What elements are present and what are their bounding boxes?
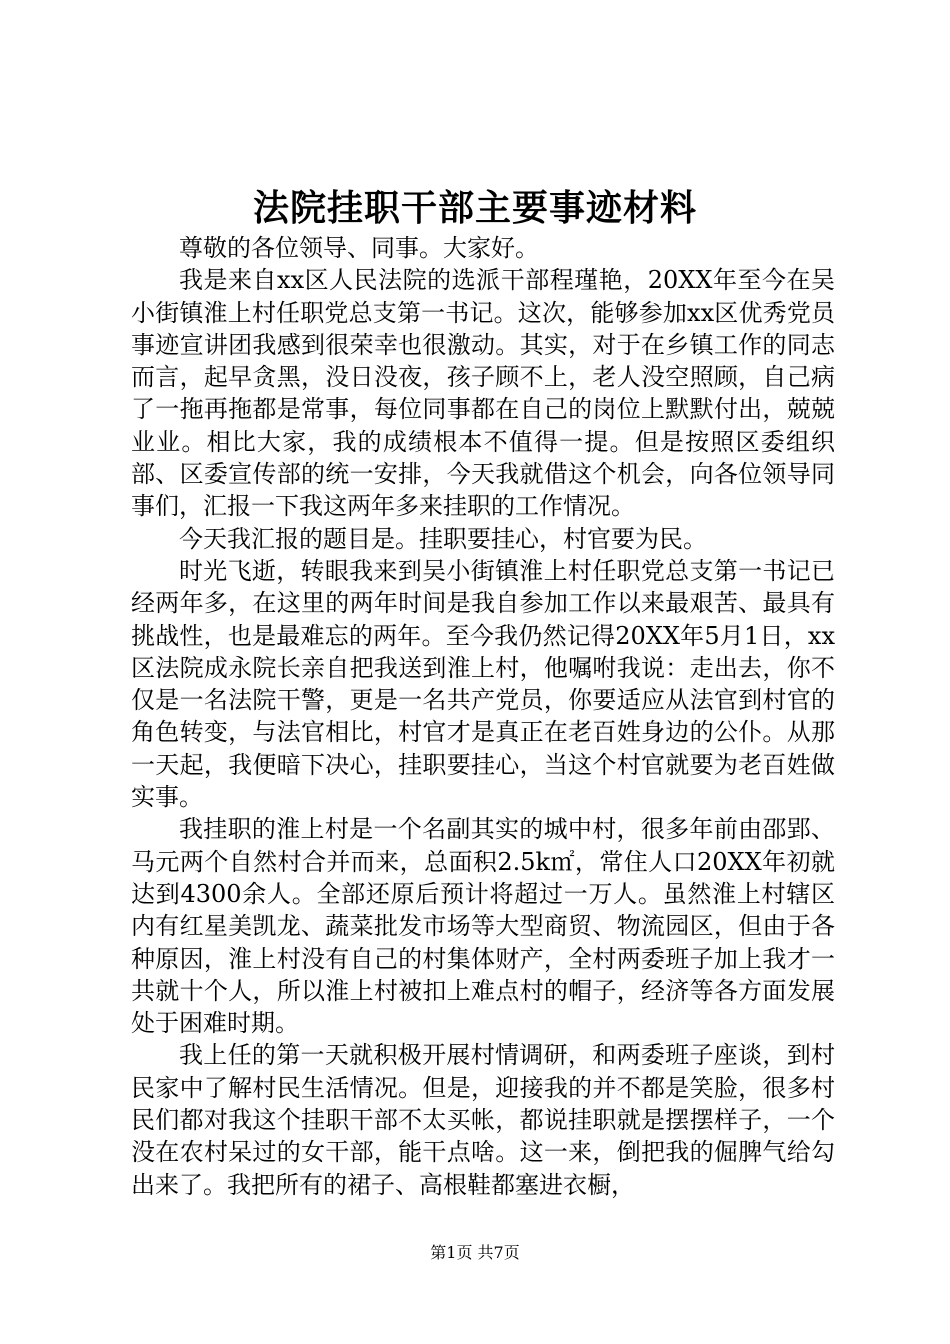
paragraph-introduction: 我是来自xx区人民法院的选派干部程瑾艳，20XX年至今在吴小街镇淮上村任职党总支第一书记。这次，能够参加xx区优秀党员事迹宣讲团我感到很荣幸也很激动。其实，对于在乡镇工作的同志而言，起早贪黑，没日没夜，孩子顾不上，老人没空照顾，自己病了一拖再拖都是常事，每位同事都在自己的岗位上默默付出，兢兢业业。相比大家，我的成绩根本不值得一提。但是按照区委组织部、区委宣传部的统一安排，今天我就借这个机会，向各位领导同事们，汇报一下我这两年多来挂职的工作情况。 <box>131 266 835 521</box>
paragraph-village: 我挂职的淮上村是一个名副其实的城中村，很多年前由邵郢、马元两个自然村合并而来，总面积2.5k㎡，常住人口20XX年初就达到4300余人。全部还原后预计将超过一万人。虽然淮上村辖区内有红星美凯龙、蔬菜批发市场等大型商贸、物流园区，但由于各种原因，淮上村没有自己的村集体财产，全村两委班子加上我才一共就十个人，所以淮上村被扣上难点村的帽子，经济等各方面发展处于困难时期。 <box>131 815 835 1038</box>
document-body <box>131 232 835 1201</box>
paragraph-time: 时光飞逝，转眼我来到吴小街镇淮上村任职党总支第一书记已经两年多，在这里的两年时间是我自参加工作以来最艰苦、最具有挑战性，也是最难忘的两年。至今我仍然记得20XX年5月1日，xx区法院成永院长亲自把我送到淮上村，他嘱咐我说：走出去，你不仅是一名法院干警，更是一名共产党员，你要适应从法官到村官的角色转变，与法官相比，村官才是真正在老百姓身边的公仆。从那一天起，我便暗下决心，挂职要挂心，当这个村官就要为老百姓做实事。 <box>131 556 835 812</box>
paragraph-first-day: 我上任的第一天就积极开展村情调研，和两委班子座谈，到村民家中了解村民生活情况。但是，迎接我的并不都是笑脸，很多村民们都对我这个挂职干部不太买帐，都说挂职就是摆摆样子，一个没在农村呆过的女干部，能干点啥。这一来，倒把我的倔脾气给勾出来了。我把所有的裙子、高根鞋都塞进衣橱， <box>131 1041 835 1199</box>
page-footer: 第1页 共7页 <box>430 1243 520 1262</box>
paragraph-topic: 今天我汇报的题目是。挂职要挂心，村官要为民。 <box>179 524 707 553</box>
paragraph-greeting: 尊敬的各位领导、同事。大家好。 <box>179 234 539 262</box>
document-title: 法院挂职干部主要事迹材料 <box>252 187 697 229</box>
